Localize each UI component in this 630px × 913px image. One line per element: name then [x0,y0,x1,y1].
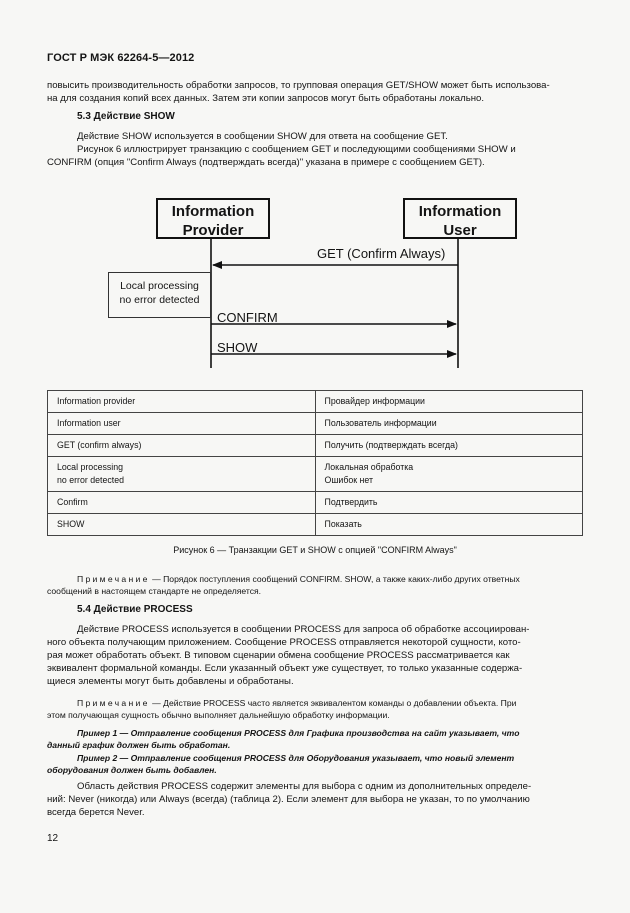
legend-table [47,390,583,536]
note-text: — Действие PROCESS часто является эквивалентом команды о добавлении объекта. При [149,698,517,708]
confirm-message-label: CONFIRM [217,310,278,325]
table-row [48,391,583,413]
cell-text: Провайдер информации [324,396,425,406]
table-cell-en [48,435,316,457]
local-processing-note [108,272,211,318]
text-line: Действие SHOW используется в сообщении SHOW для ответа на сообщение GET. [77,131,448,142]
cell-text: Information provider [57,396,136,406]
box-label: Information [418,203,502,220]
information-provider-box [156,198,270,239]
text-line: сообщений в настоящем стандарте не определяется. [47,586,262,596]
page-number: 12 [47,833,59,844]
text-line: Пример 2 — Отправление сообщения PROCESS для Оборудования указывает, что новый элемент [77,753,515,763]
section-5-4-paragraph-2 [47,780,584,819]
text-line: рая может обработать объект. В типовом сценарии обмена сообщение PROCESS рассматривается как [47,650,510,661]
text-line: оборудования должен быть добавлен. [47,765,217,775]
page-header: ГОСТ Р МЭК 62264-5—2012 [47,52,195,64]
text-line: Пример 1 — Отправление сообщения PROCESS для Графика производства на сайт указывает, что [77,728,520,738]
table-cell-ru [315,457,583,492]
text-line: этом получающая сущность обычно выполняет дальнейшую обработку информации. [47,710,390,720]
table-cell-en [48,492,316,514]
table-cell-ru [315,435,583,457]
cell-text: Показать [324,519,362,529]
note-label: Примечание [77,698,150,708]
table-cell-ru [315,492,583,514]
table-cell-en [48,514,316,536]
information-user-box [403,198,517,239]
table-row [48,514,583,536]
table-cell-ru [315,391,583,413]
text-line: Действие PROCESS используется в сообщении PROCESS для запроса об обработке ассоциирован- [77,624,530,635]
example-2 [47,752,584,776]
cell-text: Подтвердить [324,497,378,507]
text-line: Область действия PROCESS содержит элементы для выбора с одним из дополнительных определе- [77,781,532,792]
text-line: данный график должен быть обработан. [47,740,231,750]
cell-text: Ошибок нет [324,475,374,485]
text-line: Рисунок 6 иллюстрирует транзакцию с сообщением GET и последующими сообщениями SHOW и [77,144,516,155]
show-message-label: SHOW [217,340,258,355]
text-line: на для создания копий всех данных. Затем эти копии запросов могут быть обработаны локально. [47,93,485,104]
get-message-label: GET (Confirm Always) [317,246,446,261]
cell-text: GET (confirm always) [57,440,142,450]
table-cell-en [48,413,316,435]
text-line [47,573,584,585]
table-cell-ru [315,413,583,435]
box-label: Information [171,203,255,220]
text-line [47,697,584,709]
table-row [48,492,583,514]
table-row [48,435,583,457]
cell-text: SHOW [57,519,85,529]
note-paragraph [47,573,584,597]
table-cell-ru [315,514,583,536]
text-line: CONFIRM (опция "Confirm Always (подтверждать всегда)" указана в примере с сообщением GET). [47,157,485,168]
cell-text: Пользователь информации [324,418,437,428]
text-line: эквивалент формальной команды. Если указанный объект уже существует, то только указанные содержа- [47,663,523,674]
text-line: щиеся элементы могут быть добавлены и обработаны. [47,676,294,687]
cell-text: Information user [57,418,121,428]
note-label: no error detected [119,294,200,306]
cell-text: Локальная обработка [324,462,414,472]
text-line: ний: Never (никогда) или Always (всегда) (таблица 2). Если элемент для выбора не указан, то по умолчанию [47,794,530,805]
section-heading-5-3: 5.3 Действие SHOW [77,111,175,122]
section-5-4-paragraph [47,623,584,688]
section-5-4-note [47,697,584,721]
text-line: ного объекта получающим приложением. Сообщение PROCESS отправляется некоторой сущности, кото- [47,637,521,648]
figure-caption: Рисунок 6 — Транзакции GET и SHOW с опцией "CONFIRM Always" [173,545,457,555]
note-label: Примечание [77,574,150,584]
table-row [48,457,583,492]
note-label: Local processing [120,280,199,292]
table-cell-en [48,391,316,413]
note-text: — Порядок поступления сообщений CONFIRM. SHOW, а также каких-либо других ответных [149,574,520,584]
section-heading-5-4: 5.4 Действие PROCESS [77,604,193,615]
table-cell-en [48,457,316,492]
cell-text: Confirm [57,497,88,507]
text-line: повысить производительность обработки запросов, то групповая операция GET/SHOW может быть использова- [47,80,550,91]
box-label: User [443,222,477,239]
example-1 [47,727,584,751]
cell-text: no error detected [57,475,124,485]
box-label: Provider [182,222,244,239]
text-line: всегда берется Never. [47,807,145,818]
table-row [48,413,583,435]
cell-text: Local processing [57,462,124,472]
cell-text: Получить (подтверждать всегда) [324,440,458,450]
